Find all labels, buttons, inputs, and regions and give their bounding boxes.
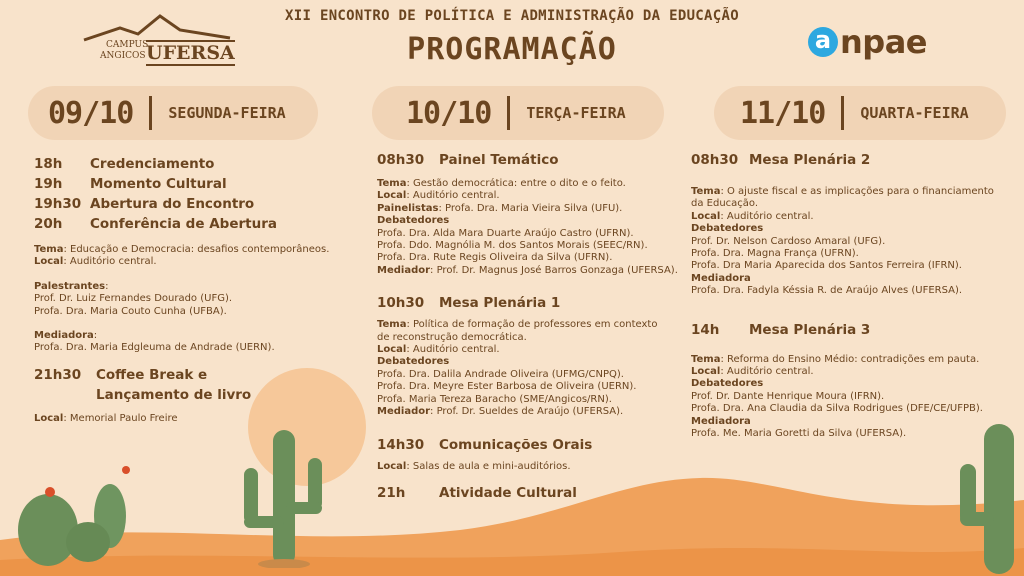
schedule-item: 08h30 Mesa Plenária 2 — [691, 152, 871, 168]
day-date: 11/10 — [740, 95, 826, 131]
mediadora-name: Profa. Me. Maria Goretti da Silva (UFERSA). — [691, 428, 907, 440]
debater-item: Prof. Dr. Dante Henrique Moura (IFRN). — [691, 390, 885, 402]
tema-line: Tema: O ajuste fiscal e as implicações para o financiamento — [691, 186, 994, 197]
mediadora-label: Mediadora — [691, 272, 751, 284]
cactus-right-icon — [958, 424, 1024, 574]
tema-line: Tema: Gestão democrática: entre o dito e o feito. — [377, 178, 626, 189]
tema-line-cont: de reconstrução democrática. — [377, 331, 527, 343]
pill-divider — [149, 96, 152, 130]
schedule-item: 19h Momento Cultural — [34, 176, 227, 192]
schedule-item: 21h Atividade Cultural — [377, 484, 577, 501]
mediador-line: Mediador: Prof. Dr. Sueldes de Araújo (UFERSA). — [377, 406, 624, 418]
debatedores-label: Debatedores — [691, 223, 764, 235]
page-title: PROGRAMAÇÃO — [407, 32, 617, 67]
painelistas-line: Painelistas: Profa. Dra. Maria Vieira Silva (UFU). — [377, 202, 623, 214]
local-line: Local: Auditório central. — [691, 366, 814, 378]
day-weekday: QUARTA-FEIRA — [860, 104, 969, 122]
schedule-item: 08h30 Painel Temático — [377, 152, 559, 168]
anpae-text: npae — [840, 23, 927, 61]
day-weekday: TERÇA-FEIRA — [526, 104, 626, 122]
mediadora-label: Mediadora: — [34, 330, 98, 342]
debatedores-label: Debatedores — [377, 215, 450, 227]
day-pill-1 — [28, 86, 318, 140]
debater-item: Profa. Maria Tereza Baracho (SME/Angicos/RN). — [377, 393, 612, 405]
local-line: Local: Salas de aula e mini-auditórios. — [377, 460, 571, 472]
schedule-item: 18h Credenciamento — [34, 156, 215, 172]
logo-campus-text: CAMPUS — [106, 40, 149, 50]
pill-divider — [841, 96, 844, 130]
palestrantes-label: Palestrantes: — [34, 280, 109, 292]
schedule-item: 19h30 Abertura do Encontro — [34, 196, 255, 212]
debater-item: Profa. Dra. Ana Claudia da Silva Rodrigues (DFE/CE/UFPB). — [691, 403, 983, 415]
tema-line-cont: da Educação. — [691, 198, 759, 210]
schedule-item: 21h30 Coffee Break e Lançamento de livro — [34, 366, 252, 403]
debater-item: Profa. Ddo. Magnólia M. dos Santos Morais (SEEC/RN). — [377, 240, 648, 252]
schedule-item: 10h30 Mesa Plenária 1 — [377, 295, 561, 312]
day-1-schedule — [34, 154, 354, 425]
tema-line: Tema: Educação e Democracia: desafios contemporâneos. — [34, 244, 330, 255]
debater-item: Profa. Dra. Magna França (UFRN). — [691, 248, 859, 260]
cactus-center-icon — [238, 428, 328, 568]
debater-item: Profa. Dra Maria Aparecida dos Santos Ferreira (IFRN). — [691, 260, 962, 272]
event-title: XII ENCONTRO DE POLÍTICA E ADMINISTRAÇÃO DA EDUCAÇÃO — [285, 8, 739, 24]
day-weekday: SEGUNDA-FEIRA — [168, 104, 286, 122]
mediadora-name: Profa. Dra. Fadyla Késsia R. de Araújo Alves (UFERSA). — [691, 285, 963, 297]
local-line: Local: Auditório central. — [377, 344, 500, 356]
speaker-item: Prof. Dr. Luiz Fernandes Dourado (UFG). — [34, 293, 233, 305]
schedule-item: 20h Conferência de Abertura — [34, 216, 277, 232]
logo-ufersa-text: UFERSA — [146, 42, 235, 64]
anpae-logo — [808, 20, 948, 64]
speaker-item: Profa. Dra. Maria Couto Cunha (UFBA). — [34, 305, 227, 317]
day-3-schedule — [691, 150, 1001, 441]
debater-item: Profa. Dra. Alda Mara Duarte Araújo Castro (UFRN). — [377, 227, 634, 239]
day-2-schedule — [377, 150, 697, 503]
pill-divider — [507, 96, 510, 130]
debater-item: Profa. Dra. Rute Regis Oliveira da Silva (UFRN). — [377, 252, 613, 264]
debatedores-label: Debatedores — [377, 356, 450, 368]
day-date: 09/10 — [48, 95, 134, 131]
logo-angicos-text: ANGICOS — [100, 51, 146, 61]
day-date: 10/10 — [406, 95, 492, 131]
tema-line: Tema: Política de formação de professores em contexto — [377, 319, 658, 331]
local-line: Local: Auditório central. — [377, 190, 500, 202]
local-line: Local: Auditório central. — [34, 256, 157, 268]
cactus-left-icon — [14, 458, 144, 570]
local-line: Local: Memorial Paulo Freire — [34, 412, 178, 424]
local-line: Local: Auditório central. — [691, 210, 814, 222]
debater-item: Prof. Dr. Nelson Cardoso Amaral (UFG). — [691, 235, 886, 247]
tema-line: Tema: Reforma do Ensino Médio: contradições em pauta. — [691, 353, 980, 365]
day-pill-2 — [372, 86, 664, 140]
mediadora-label: Mediadora — [691, 415, 751, 427]
debater-item: Profa. Dra. Dalila Andrade Oliveira (UFMG/CNPQ). — [377, 368, 624, 380]
schedule-item: 14h30 Comunicações Orais — [377, 436, 593, 453]
schedule-item: 14h Mesa Plenária 3 — [691, 321, 871, 338]
debater-item: Profa. Dra. Meyre Ester Barbosa de Oliveira (UERN). — [377, 381, 637, 393]
anpae-a-icon: a — [808, 27, 838, 57]
mediadora-name: Profa. Dra. Maria Edgleuma de Andrade (UERN). — [34, 342, 275, 354]
day-pill-3 — [714, 86, 1006, 140]
mediador-line: Mediador: Prof. Dr. Magnus José Barros Gonzaga (UFERSA). — [377, 264, 678, 276]
debatedores-label: Debatedores — [691, 378, 764, 390]
